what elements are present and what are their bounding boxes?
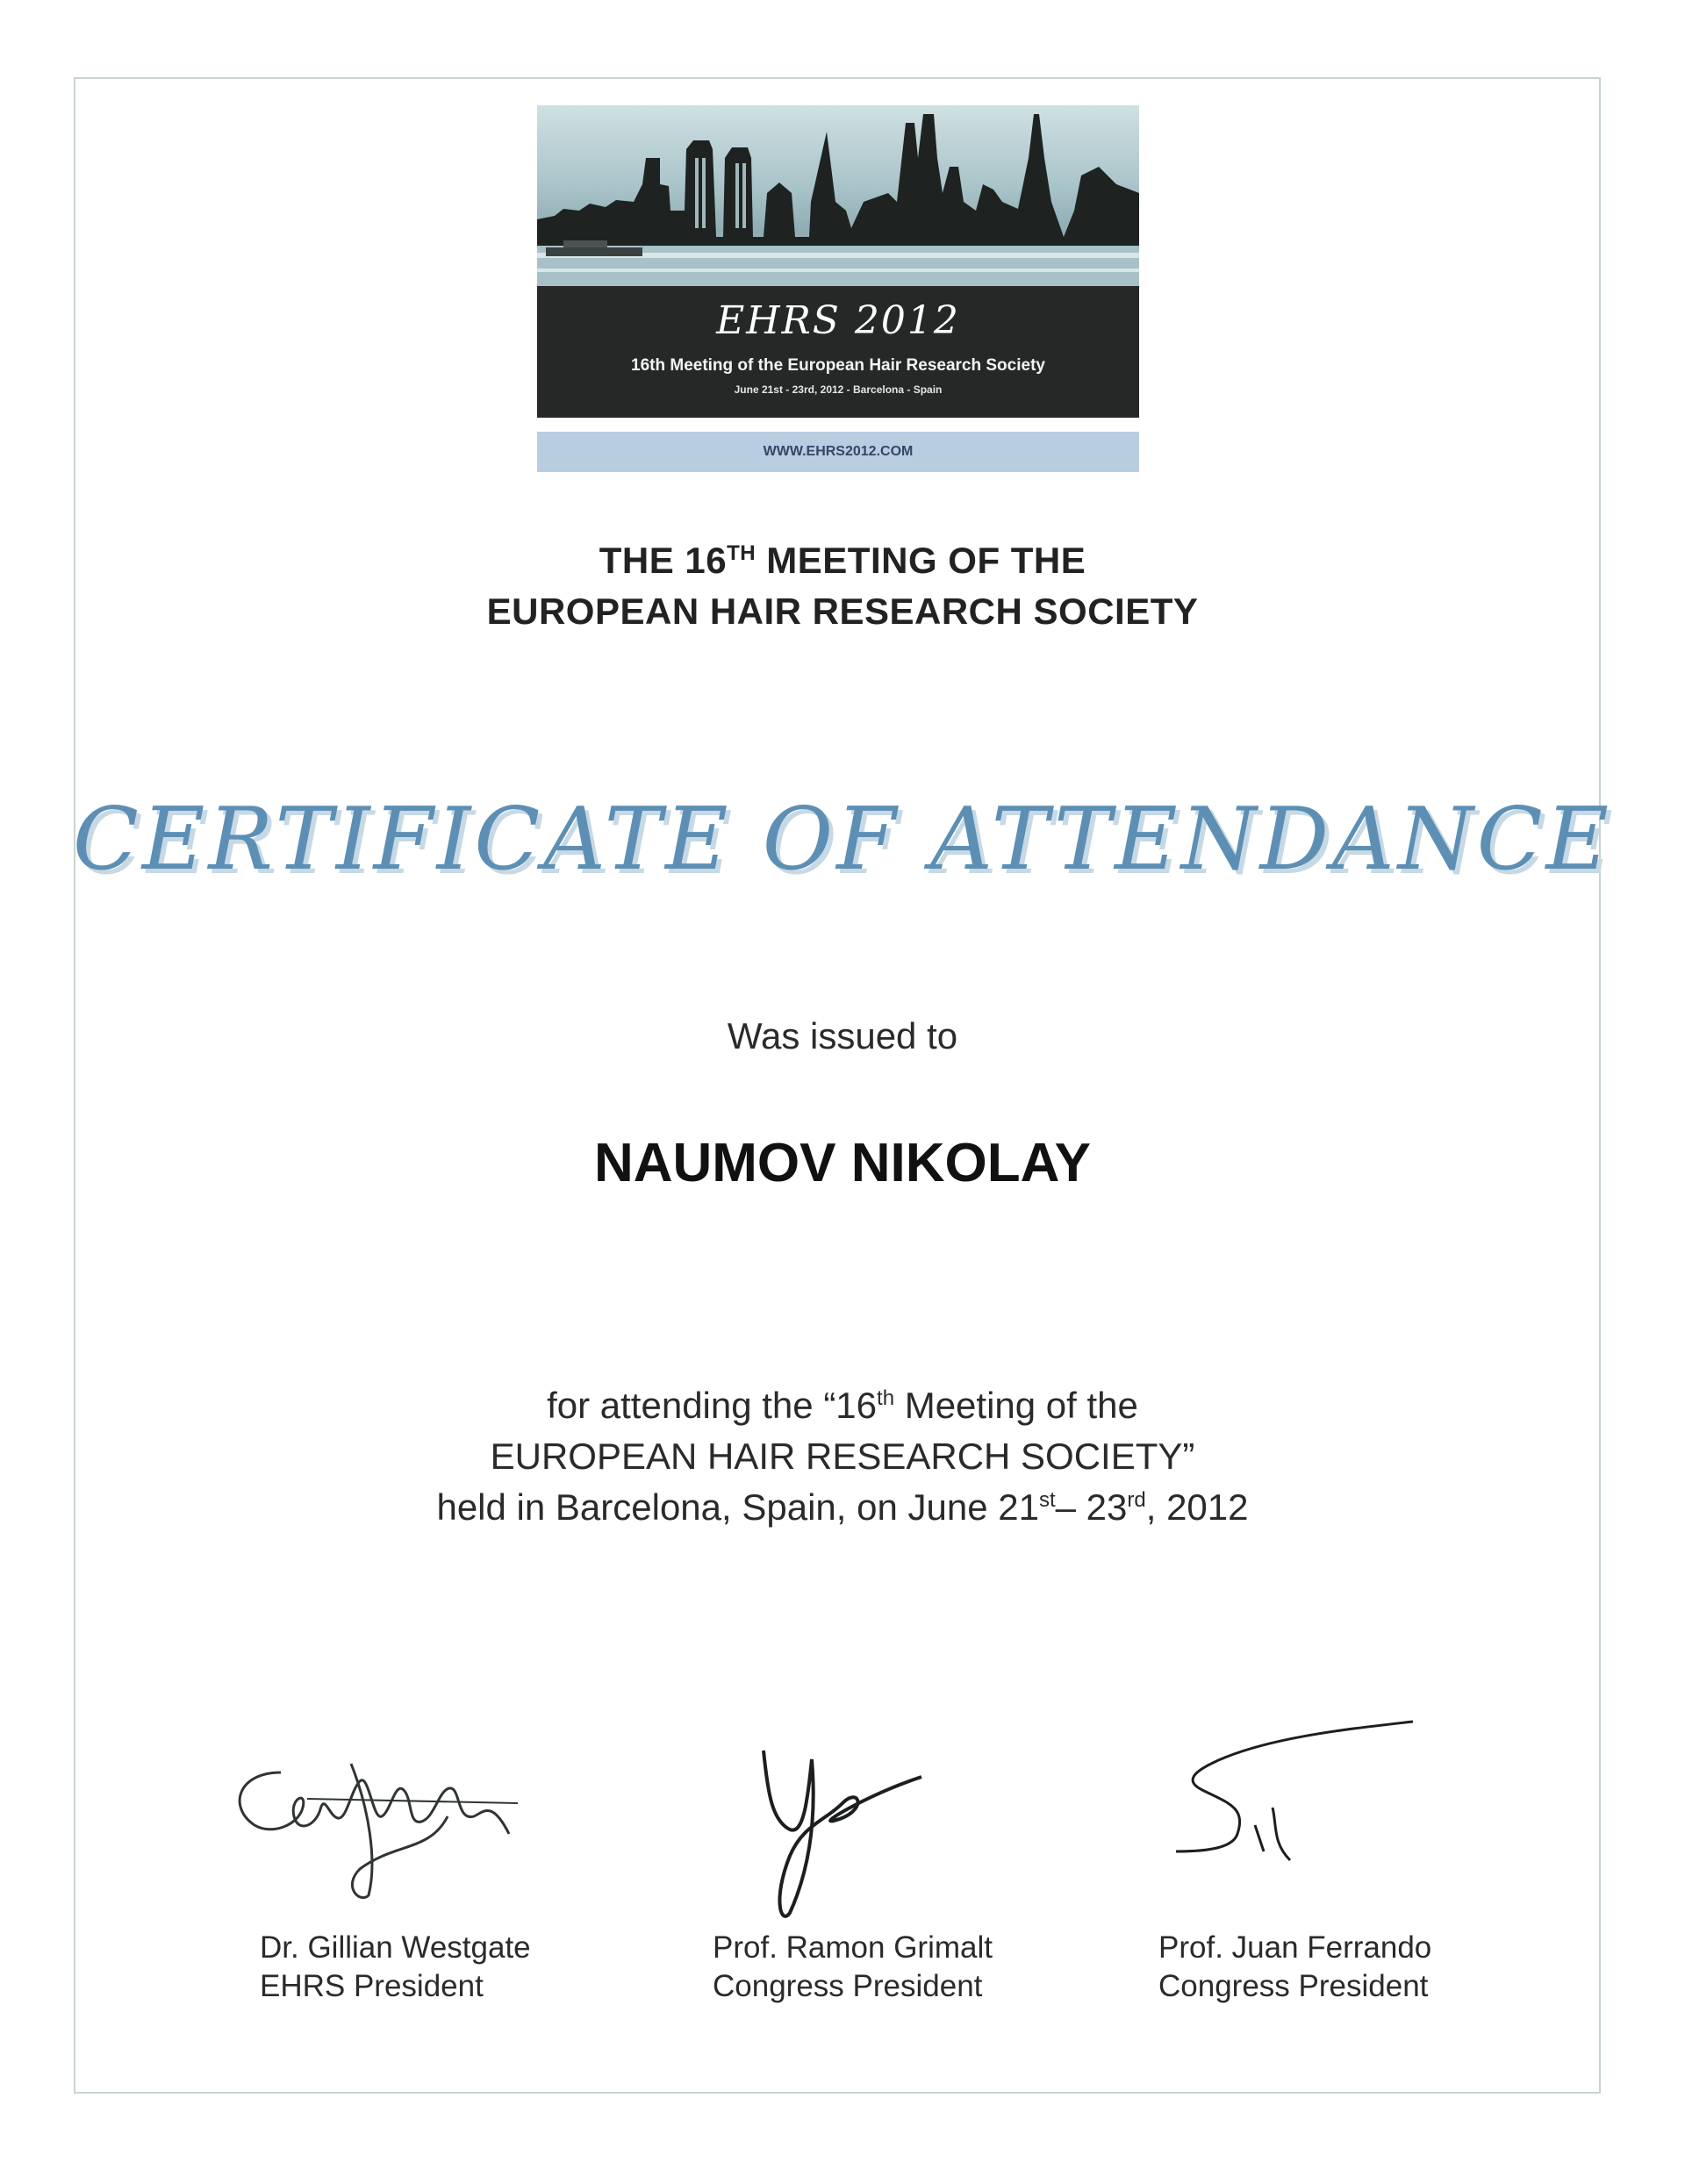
heading-text-rest: MEETING OF THE	[756, 540, 1086, 581]
certificate-title: CERTIFICATE OF ATTENDANCE	[72, 790, 1613, 890]
body-text-rest: , 2012	[1145, 1486, 1249, 1528]
signatory-role-3: Congress President	[1158, 1969, 1429, 2003]
ehrs-logo-text: EHRS 2012	[716, 298, 960, 343]
body-superscript: st	[1038, 1488, 1056, 1512]
signature-ferrando	[1158, 1711, 1422, 1878]
body-line-2: EUROPEAN HAIR RESEARCH SOCIETY”	[490, 1436, 1195, 1477]
skyline-illustration	[537, 105, 1139, 286]
banner-url: WWW.EHRS2012.COM	[537, 432, 1139, 472]
body-text-rest: Meeting of the	[894, 1385, 1138, 1426]
signatory-name-1: Dr. Gillian Westgate	[260, 1930, 531, 1965]
body-line-3	[0, 1486, 1685, 1529]
recipient-name: NAUMOV NIKOLAY	[593, 1133, 1092, 1193]
banner-subtitle: 16th Meeting of the European Hair Research Society	[631, 356, 1045, 375]
heading-text: THE 16	[599, 540, 728, 581]
banner-title-block	[537, 286, 1139, 418]
banner-gap	[537, 418, 1139, 432]
banner-dates: June 21st - 23rd, 2012 - Barcelona - Spain	[734, 383, 943, 396]
body-text-mid: – 23	[1055, 1486, 1128, 1528]
body-superscript: rd	[1127, 1488, 1146, 1512]
body-text: for attending the “16	[547, 1385, 878, 1426]
signatory-name-2: Prof. Ramon Grimalt	[713, 1930, 993, 1965]
signatory-role-2: Congress President	[713, 1969, 983, 2003]
body-text: held in Barcelona, Spain, on June 21	[436, 1486, 1039, 1528]
heading-line-2: EUROPEAN HAIR RESEARCH SOCIETY	[486, 591, 1199, 632]
signature-grimalt	[728, 1724, 957, 1926]
issued-to-label: Was issued to	[727, 1015, 958, 1056]
signature-westgate	[219, 1737, 553, 1913]
signatory-role-1: EHRS President	[260, 1969, 484, 2003]
conference-banner	[537, 105, 1139, 472]
body-superscript: th	[877, 1386, 895, 1410]
body-line-1	[0, 1385, 1685, 1427]
signatory-name-3: Prof. Juan Ferrando	[1158, 1930, 1432, 1965]
heading-superscript: TH	[727, 541, 756, 565]
heading-line-1	[0, 540, 1685, 582]
